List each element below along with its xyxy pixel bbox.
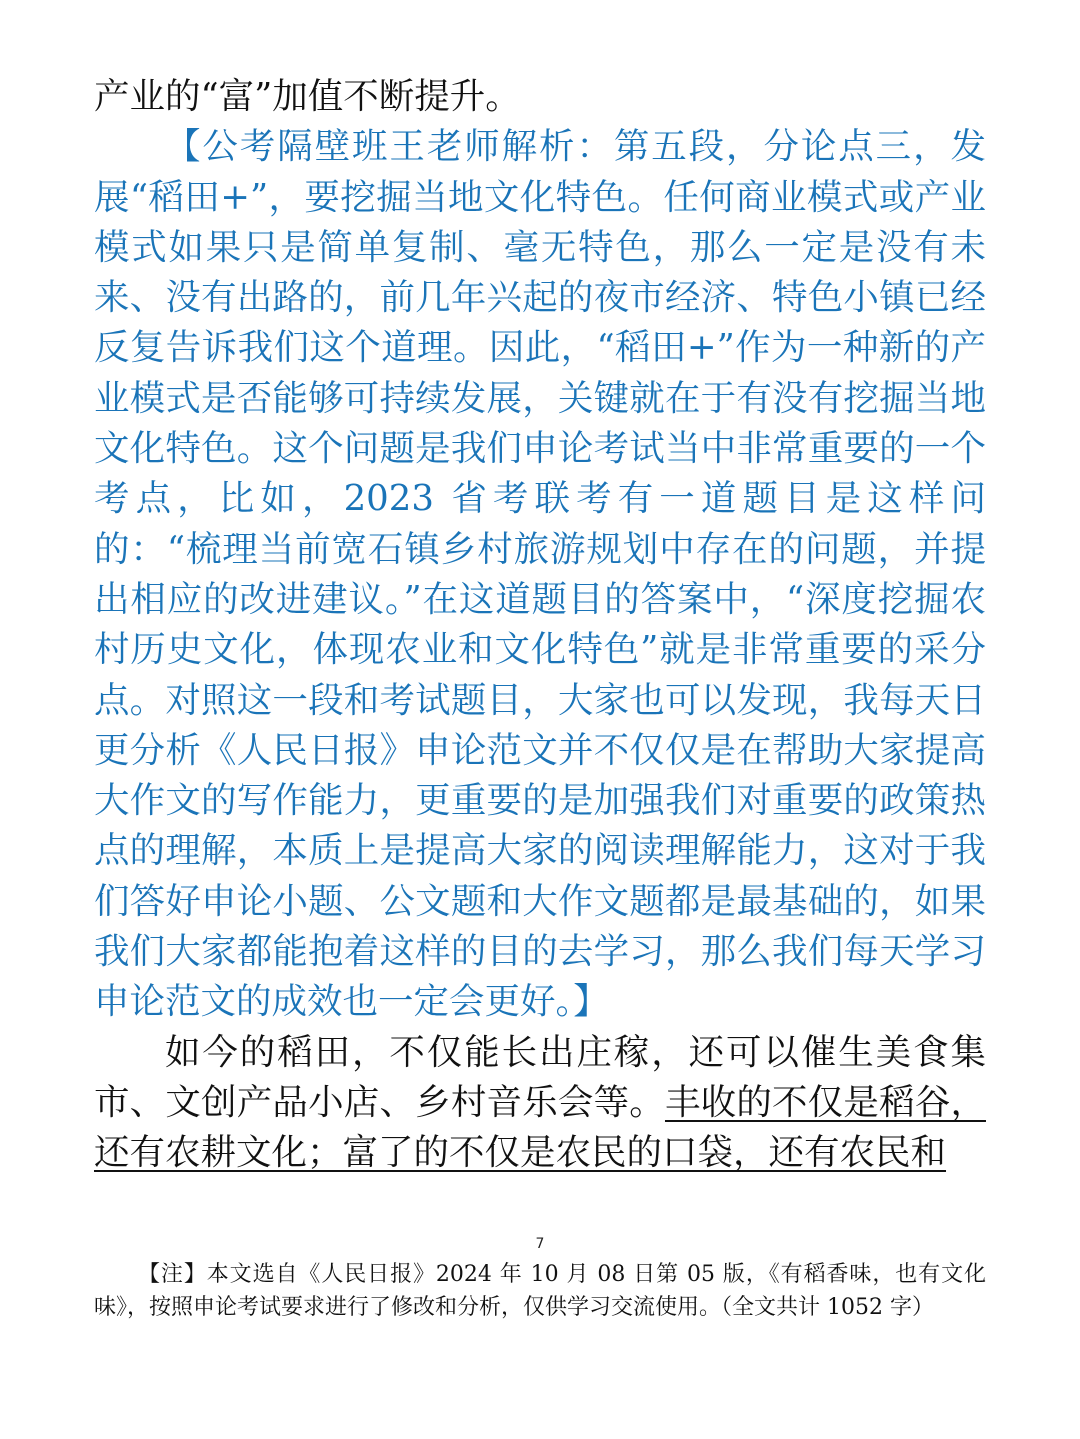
teacher-analysis-paragraph: 【公考隔壁班王老师解析：第五段，分论点三，发展“稻田+”，要挖掘当地文化特色。任何商业模式或产业模式如果只是简单复制、毫无特色，那么一定是没有未来、没有出路的，前几年兴起的夜市经济、特色小镇已经反复告诉我们这个道理。因此，“稻田+”作为一种新的产业模式是否能够可持续发展，关键就在于有没有挖掘当地文化特色。这个问题是我们申论考试当中非常重要的一个考点，比如，2023 省考联考有一道题目是这样问的：“梳理当前宽石镇乡村旅游规划中存在的问题，并提出相应的改进建议。”在这道题目的答案中，“深度挖掘农村历史文化，体现农业和文化特色”就是非常重要的采分点。对照这一段和考试题目，大家也可以发现，我每天日更分析《人民日报》申论范文并不仅仅是在帮助大家提高大作文的写作能力，更重要的是加强我们对重要的政策热点的理解，本质上是提高大家的阅读理解能力，这对于我们答好申论小题、公文题和大作文题都是最基础的，如果我们大家都能抱着这样的目的去学习，那么我们每天学习申论范文的成效也一定会更好。】: [94, 126, 986, 1023]
source-footnote: 【注】本文选自《人民日报》2024 年 10 月 08 日第 05 版，《有稻香味，也有文化味》，按照申论考试要求进行了修改和分析，仅供学习交流使用。（全文共计 1052 字）: [94, 1262, 986, 1320]
underlined-key-sentence: 丰收的不仅是稻谷，还有农耕文化；富了的不仅是农民的口袋，还有农民和: [94, 1081, 986, 1174]
document-body: [94, 72, 986, 1179]
continuation-line: 产业的“富”加值不断提升。: [94, 76, 521, 117]
page-number: 7: [535, 1236, 545, 1252]
body-paragraph-text: 如今的稻田，不仅能长出庄稼，还可以催生美食集市、文创产品小店、乡村音乐会等。: [94, 1031, 986, 1123]
body-paragraph: [94, 1028, 986, 1179]
